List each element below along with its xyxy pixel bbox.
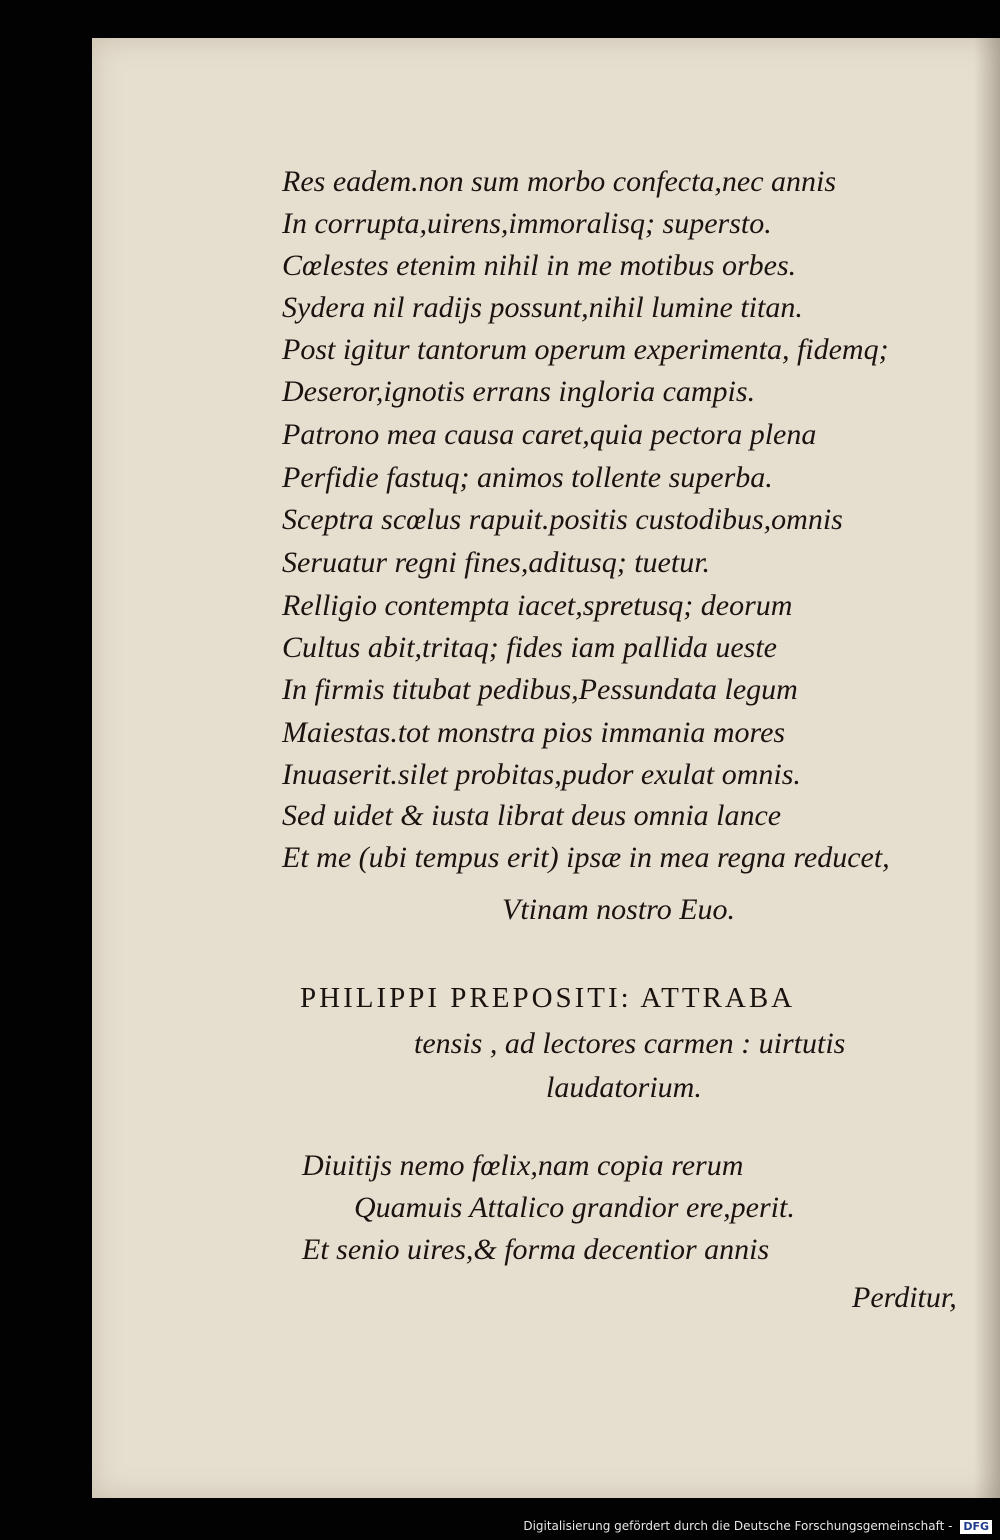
verse-line: Sed uidet & iusta librat deus omnia lance <box>282 799 782 832</box>
verse-line: Diuitijs nemo fœlix,nam copia rerum <box>302 1149 744 1182</box>
digitization-credit <box>523 1518 992 1534</box>
verse-line: Deseror,ignotis errans ingloria campis. <box>282 375 756 408</box>
page-gutter-shadow <box>974 38 1000 1498</box>
verse-line: Seruatur regni fines,aditusq; tuetur. <box>282 546 711 579</box>
verse-line: Et me (ubi tempus erit) ipsæ in mea regna reducet, <box>282 841 890 874</box>
verse-line: Patrono mea causa caret,quia pectora plena <box>282 418 817 451</box>
poem-heading-line2: tensis , ad lectores carmen : uirtutis <box>414 1027 846 1060</box>
verse-line: Sceptra scœlus rapuit.positis custodibus,omnis <box>282 503 843 536</box>
dfg-logo: DFG <box>960 1520 992 1534</box>
verse-line: Sydera nil radijs possunt,nihil lumine titan. <box>282 291 803 324</box>
verse-line: In corrupta,uirens,immoralisq; supersto. <box>282 207 772 240</box>
verse-line: Maiestas.tot monstra pios immania mores <box>282 716 786 749</box>
book-page <box>92 38 1000 1498</box>
verse-line: Res eadem.non sum morbo confecta,nec annis <box>282 165 837 198</box>
verse-line: Inuaserit.silet probitas,pudor exulat omnis. <box>282 758 801 791</box>
poem-heading-line3: laudatorium. <box>546 1071 702 1104</box>
verse-line: Et senio uires,& forma decentior annis <box>302 1233 770 1266</box>
verse-line: Cœlestes etenim nihil in me motibus orbes. <box>282 249 797 282</box>
catchword: Perditur, <box>852 1281 957 1314</box>
verse-line: Quamuis Attalico grandior ere,perit. <box>354 1191 795 1224</box>
verse-line: Cultus abit,tritaq; fides iam pallida ueste <box>282 631 777 664</box>
verse-line: Perfidie fastuq; animos tollente superba. <box>282 461 773 494</box>
verse-line: Relligio contempta iacet,spretusq; deorum <box>282 589 793 622</box>
credit-text: Digitalisierung gefördert durch die Deutsche Forschungsgemeinschaft - <box>523 1519 953 1533</box>
poem-heading: PHILIPPI PREPOSITI: ATTRABA <box>300 982 796 1014</box>
verse-line: Post igitur tantorum operum experimenta, fidemq; <box>282 333 889 366</box>
verse-line: In firmis titubat pedibus,Pessundata legum <box>282 673 798 706</box>
motto: Vtinam nostro Euo. <box>502 893 736 926</box>
